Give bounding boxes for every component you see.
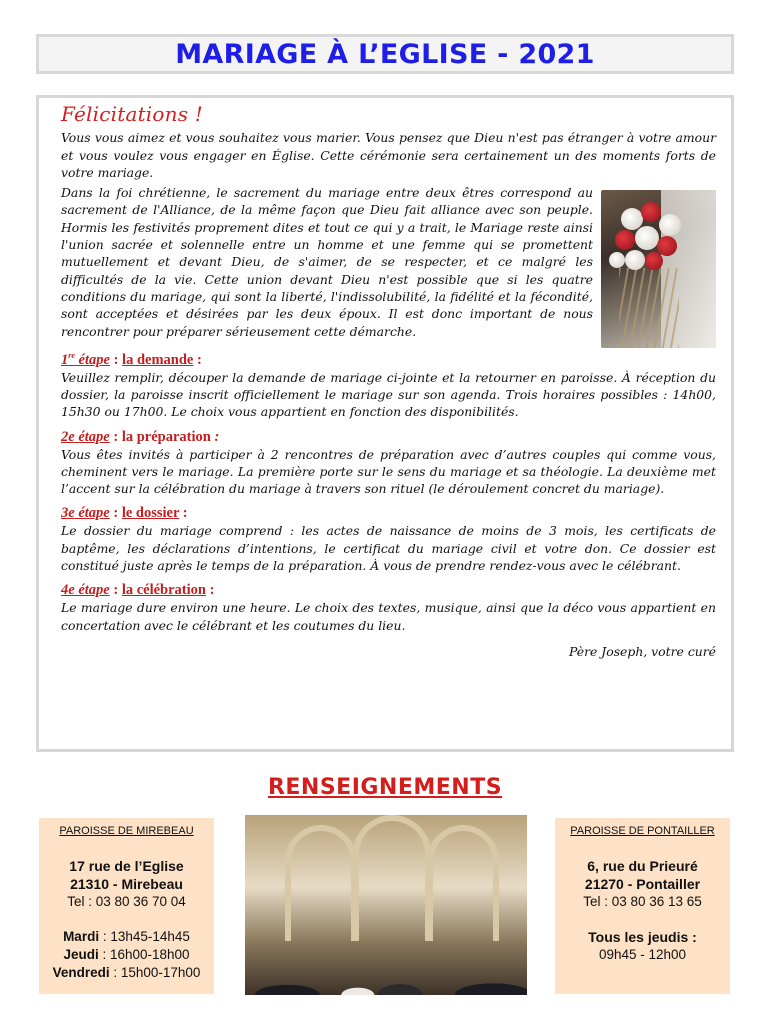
- mirebeau-hours-thursday: Jeudi : 16h00-18h00: [63, 947, 190, 962]
- main-content: [61, 104, 716, 660]
- mirebeau-hours-tuesday: Mardi : 13h45-14h45: [63, 929, 190, 944]
- parish-mirebeau-card: [39, 818, 214, 994]
- step-4-number: 4e étape: [61, 582, 110, 599]
- mirebeau-phone: Tel : 03 80 36 70 04: [67, 894, 186, 909]
- step-1-heading: 1re étape : la demande :: [61, 350, 202, 368]
- signature: Père Joseph, votre curé: [568, 643, 716, 659]
- step-2-text: Vous êtes invités à participer à 2 rencontres de préparation avec d’autres couples qui comme vous, cheminent vers le mariage. La première porte sur le sens du mariage et sa théologie. La deuxième met l’accent sur la célébration du mariage à travers son rituel (le déroulement concret du mariage).: [61, 446, 716, 497]
- step-1-number: 1re étape: [61, 350, 110, 368]
- step-4-label: la célébration: [121, 582, 206, 599]
- mirebeau-street: 17 rue de l’Eglise: [69, 858, 184, 874]
- step-2-label: la préparation: [121, 428, 211, 445]
- step-3-label: le dossier: [121, 505, 180, 522]
- step-3-number: 3e étape: [61, 505, 110, 522]
- faith-paragraph: Dans la foi chrétienne, le sacrement du mariage entre deux êtres correspond au sacrement de l'Alliance, de la même façon que Dieu fait alliance avec son peuple. Hormis les festivités proprement dites et tout ce qui y a trait, le Mariage reste ainsi l'union sacrée et solennelle entre un homme et une femme qui se promettent mutuellement et devant Dieu, de s'aimer, de se respecter, et ce malgré les difficultés de la vie. Cette union devant Dieu n'est possible que si les quatre conditions du mariage, qui sont la liberté, l'indissolubilité, la fidélité et la fécondité, sont acceptées et désirées par les deux époux. Il est donc important de nous rencontrer pour préparer sérieusement cette démarche.: [61, 185, 593, 339]
- pontailler-phone: Tel : 03 80 36 13 65: [583, 894, 702, 909]
- pontailler-time: 09h45 - 12h00: [598, 947, 687, 962]
- step-3-text: Le dossier du mariage comprend : les actes de naissance de moins de 3 mois, les certificats de baptême, les déclarations d’intentions, le certificat du mariage civil et votre don. Ce dossier est constitué juste après le temps de la préparation. À vous de prendre rendez-vous avec le célébrant.: [61, 523, 716, 574]
- parish-pontailler-name: PAROISSE DE PONTAILLER: [570, 825, 715, 837]
- page-title: MARIAGE À L’EGLISE - 2021: [175, 38, 595, 70]
- title-banner: [36, 34, 734, 74]
- mirebeau-hours-friday: Vendredi : 15h00-17h00: [52, 965, 201, 980]
- step-4-heading: 4e étape : la célébration :: [61, 582, 215, 599]
- parish-mirebeau-name: PAROISSE DE MIREBEAU: [59, 825, 194, 837]
- bouquet-photo: [601, 190, 716, 348]
- church-ceremony-photo: [245, 815, 527, 995]
- pontailler-street: 6, rue du Prieuré: [587, 858, 698, 874]
- congratulations-heading: Félicitations !: [61, 102, 203, 126]
- step-1-text: Veuillez remplir, découper la demande de mariage ci-jointe et la retourner en paroisse. À réception du dossier, la paroisse inscrit officiellement le mariage sur son agenda. Trois horaires possibles : 14h00, 15h30 ou 17h00. Le choix vous appartient en fonction des disponibilités.: [61, 369, 716, 420]
- step-1-label: la demande: [122, 351, 194, 368]
- intro-paragraph: Vous vous aimez et vous souhaitez vous marier. Vous pensez que Dieu n'est pas étranger à votre amour et vous voulez vous engager en Église. Cette cérémonie sera certainement un des moments forts de votre mariage.: [61, 130, 716, 180]
- info-section-title: RENSEIGNEMENTS: [267, 775, 503, 800]
- parish-pontailler-card: [555, 818, 730, 994]
- main-frame: [36, 95, 734, 752]
- step-4-text: Le mariage dure environ une heure. Le choix des textes, musique, ainsi que la déco vous appartient en concertation avec le célébrant et les coutumes du lieu.: [61, 600, 716, 633]
- step-2-heading: 2e étape : la préparation :: [61, 428, 220, 445]
- mirebeau-city: 21310 - Mirebeau: [70, 876, 183, 892]
- step-2-number: 2e étape: [61, 428, 110, 445]
- step-3-heading: 3e étape : le dossier :: [61, 505, 188, 522]
- pontailler-day: Tous les jeudis :: [588, 929, 697, 945]
- pontailler-city: 21270 - Pontailler: [584, 876, 701, 892]
